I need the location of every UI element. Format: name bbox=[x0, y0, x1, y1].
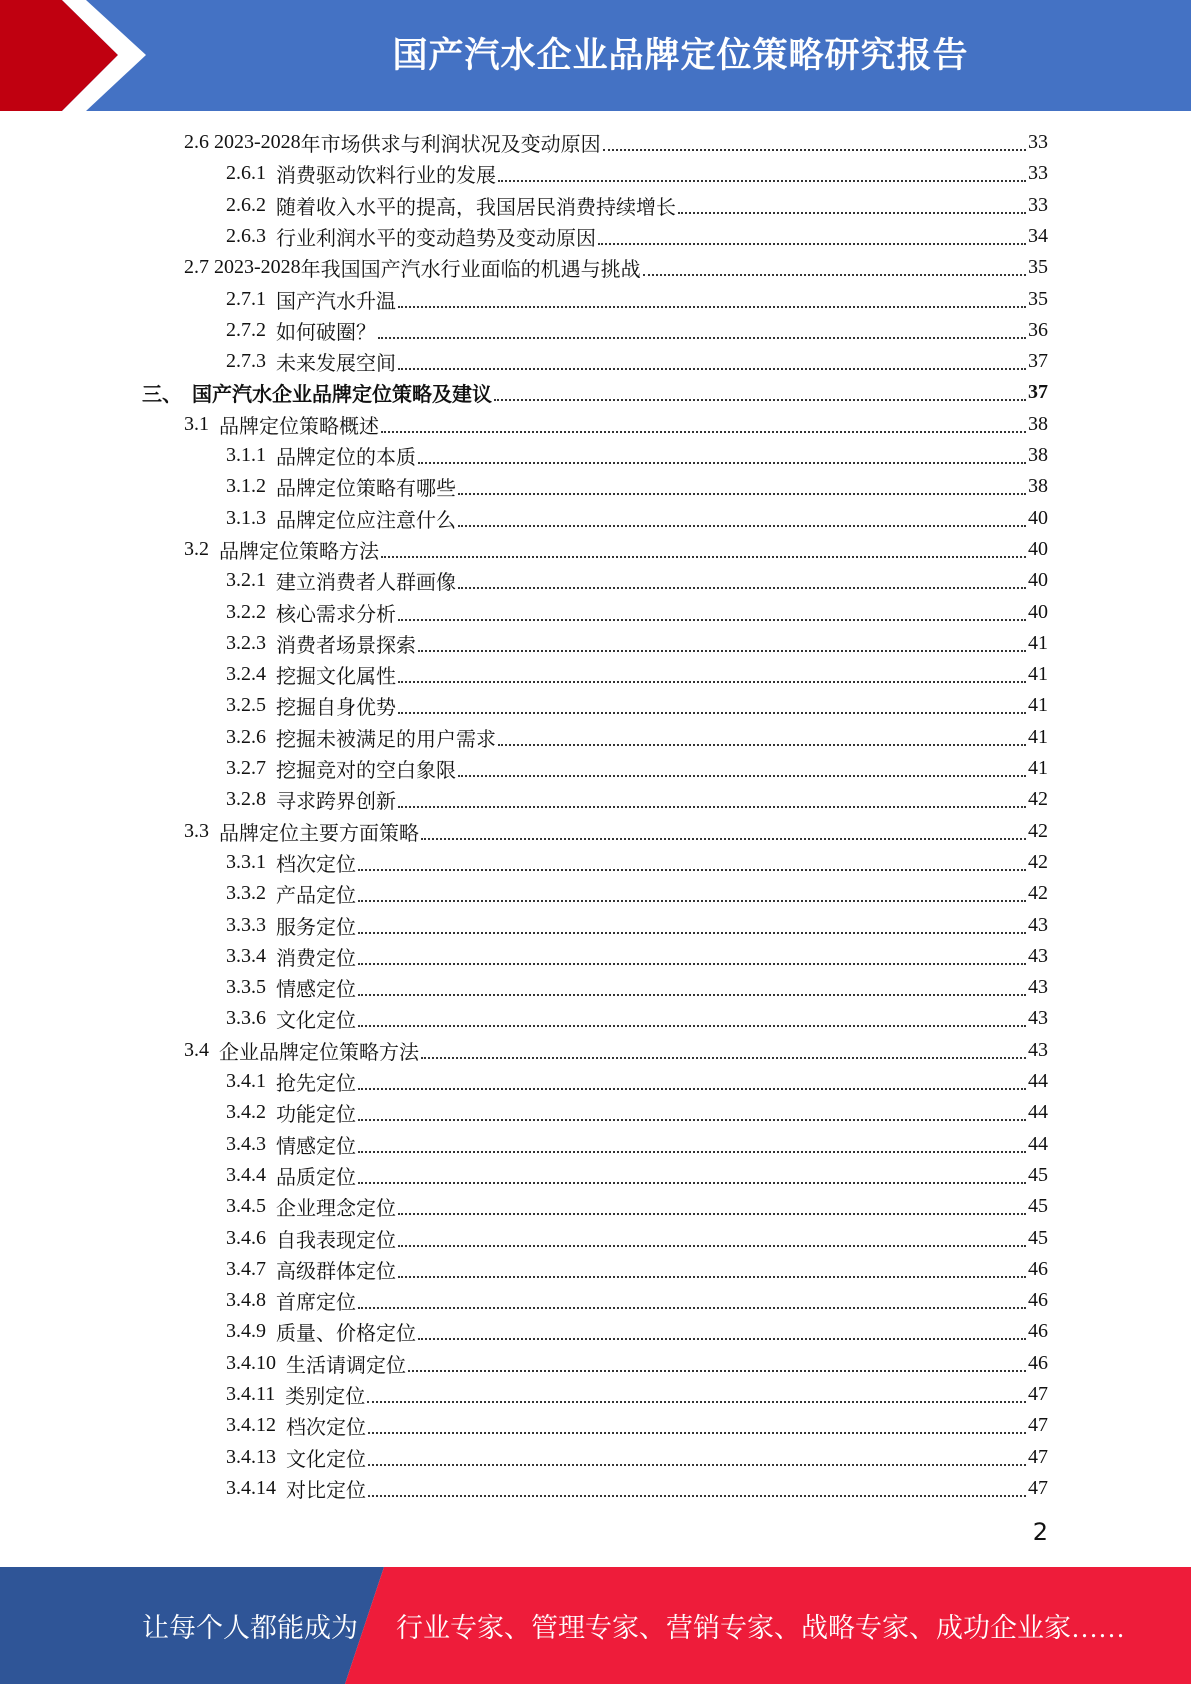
toc-entry[interactable] bbox=[226, 440, 1048, 471]
toc-entry-title: 寻求跨界创新 bbox=[276, 791, 396, 814]
toc-dot-leader bbox=[368, 1410, 1026, 1441]
toc-entry[interactable] bbox=[226, 847, 1048, 878]
toc-entry-page: 41 bbox=[1028, 757, 1048, 779]
toc-entry[interactable] bbox=[226, 1223, 1048, 1254]
toc-entry-page: 37 bbox=[1028, 350, 1048, 373]
toc-entry[interactable] bbox=[226, 1066, 1048, 1097]
toc-entry-page: 40 bbox=[1028, 600, 1048, 623]
toc-dot-leader bbox=[494, 377, 1026, 408]
toc-entry[interactable] bbox=[226, 1160, 1048, 1191]
toc-dot-leader bbox=[398, 1223, 1026, 1254]
toc-entry-number: 3.2.7 bbox=[226, 757, 266, 779]
toc-entry[interactable] bbox=[226, 1285, 1048, 1316]
toc-entry-title: 挖掘竞对的空白象限 bbox=[276, 760, 456, 782]
toc-entry-page: 46 bbox=[1028, 1320, 1048, 1343]
toc-entry-page: 43 bbox=[1028, 1007, 1048, 1030]
toc-entry-number: 3.2 bbox=[184, 537, 209, 560]
toc-entry-page: 38 bbox=[1028, 475, 1048, 498]
toc-entry-title: 情感定位 bbox=[276, 1135, 356, 1158]
toc-entry-number: 3.2.8 bbox=[226, 788, 266, 811]
toc-entry-title: 类别定位 bbox=[285, 1386, 366, 1408]
toc-entry-number: 3.4.14 bbox=[226, 1476, 276, 1499]
toc-entry-title: 消费定位 bbox=[276, 947, 356, 970]
toc-entry-title: 挖掘文化属性 bbox=[276, 666, 396, 689]
toc-entry-page: 40 bbox=[1028, 569, 1048, 592]
toc-entry[interactable] bbox=[226, 1003, 1048, 1034]
toc-entry[interactable] bbox=[226, 690, 1048, 721]
toc-entry[interactable] bbox=[226, 941, 1048, 972]
toc-dot-leader bbox=[398, 690, 1026, 721]
toc-entry[interactable] bbox=[226, 1410, 1048, 1441]
toc-entry[interactable] bbox=[226, 565, 1048, 596]
toc-entry-page: 46 bbox=[1028, 1257, 1048, 1280]
toc-dot-leader bbox=[358, 1066, 1026, 1097]
toc-entry[interactable] bbox=[226, 315, 1048, 346]
toc-entry-title: 年我国国产汽水行业面临的机遇与挑战 bbox=[300, 259, 641, 282]
toc-entry-title: 高级群体定位 bbox=[276, 1260, 396, 1283]
toc-dot-leader bbox=[418, 628, 1026, 659]
toc-entry-title: 生活请调定位 bbox=[286, 1354, 406, 1377]
toc-entry-title: 品牌定位策略概述 bbox=[219, 415, 379, 438]
toc-dot-leader bbox=[421, 1035, 1026, 1066]
toc-dot-leader bbox=[458, 565, 1026, 596]
toc-entry-number: 3.4.3 bbox=[226, 1132, 266, 1155]
toc-entry[interactable] bbox=[226, 659, 1048, 690]
toc-entry-title: 核心需求分析 bbox=[276, 603, 396, 626]
toc-entry[interactable] bbox=[226, 158, 1048, 189]
toc-entry-page: 42 bbox=[1028, 850, 1048, 873]
toc-entry-page: 43 bbox=[1028, 944, 1048, 967]
toc-entry-title: 消费者场景探索 bbox=[276, 634, 416, 657]
toc-entry-title: 对比定位 bbox=[286, 1479, 366, 1502]
toc-entry[interactable] bbox=[226, 878, 1048, 909]
toc-entry[interactable] bbox=[226, 1473, 1048, 1504]
toc-entry[interactable] bbox=[184, 409, 1048, 440]
toc-entry-title: 品牌定位策略方法 bbox=[219, 540, 379, 563]
toc-entry[interactable] bbox=[226, 1316, 1048, 1347]
toc-entry-page: 40 bbox=[1028, 537, 1048, 560]
toc-dot-leader bbox=[367, 1379, 1026, 1410]
toc-entry[interactable] bbox=[226, 1097, 1048, 1128]
toc-entry-page: 46 bbox=[1028, 1289, 1048, 1312]
page-header bbox=[0, 0, 1191, 111]
toc-entry[interactable] bbox=[184, 534, 1048, 565]
toc-entry-page: 33 bbox=[1028, 162, 1048, 185]
toc-entry-number: 2.6.1 bbox=[226, 162, 266, 185]
toc-entry-number: 2.7.3 bbox=[226, 350, 266, 373]
toc-entry-title: 档次定位 bbox=[286, 1417, 366, 1440]
toc-entry-title: 建立消费者人群画像 bbox=[276, 572, 456, 595]
toc-entry-number: 3.2.2 bbox=[226, 600, 266, 623]
toc-entry-number: 2.7 2023-2028 bbox=[184, 256, 301, 279]
toc-dot-leader bbox=[458, 753, 1026, 784]
toc-entry-number: 3.4.4 bbox=[226, 1163, 266, 1186]
toc-entry-page: 47 bbox=[1028, 1414, 1048, 1437]
toc-dot-leader bbox=[378, 315, 1026, 346]
toc-entry-number: 3.4.9 bbox=[226, 1320, 266, 1343]
toc-entry[interactable] bbox=[226, 190, 1048, 221]
toc-entry-number: 3.4.12 bbox=[226, 1414, 276, 1437]
toc-entry-page: 43 bbox=[1028, 976, 1048, 999]
toc-entry-title: 功能定位 bbox=[276, 1104, 356, 1127]
toc-entry-title: 如何破圈？ bbox=[276, 321, 376, 344]
toc-dot-leader bbox=[358, 1003, 1026, 1034]
toc-dot-leader bbox=[381, 534, 1026, 565]
toc-entry-number: 2.7.1 bbox=[226, 287, 266, 310]
toc-entry[interactable] bbox=[226, 221, 1048, 252]
toc-entry-number: 3.4.5 bbox=[226, 1195, 266, 1218]
toc-entry-number: 3.1.3 bbox=[226, 506, 266, 529]
toc-entry-page: 47 bbox=[1028, 1476, 1048, 1499]
toc-dot-leader bbox=[398, 1191, 1026, 1222]
toc-entry-page: 42 bbox=[1028, 882, 1048, 905]
toc-entry-number: 3.4.7 bbox=[226, 1257, 266, 1280]
toc-entry-page: 37 bbox=[1028, 381, 1048, 404]
toc-entry-title: 档次定位 bbox=[276, 853, 356, 876]
toc-dot-leader bbox=[398, 784, 1026, 815]
toc-entry[interactable] bbox=[226, 722, 1048, 753]
toc-entry-page: 40 bbox=[1028, 506, 1048, 529]
toc-dot-leader bbox=[398, 597, 1026, 628]
toc-dot-leader bbox=[368, 1473, 1026, 1504]
toc-entry-page: 47 bbox=[1028, 1383, 1048, 1405]
toc-entry-page: 33 bbox=[1028, 131, 1048, 153]
toc-entry-title: 行业利润水平的变动趋势及变动原因 bbox=[276, 227, 596, 250]
toc-entry-title: 文化定位 bbox=[286, 1448, 366, 1471]
toc-entry[interactable] bbox=[226, 1129, 1048, 1160]
toc-entry-title: 品牌定位的本质 bbox=[276, 447, 416, 469]
toc-dot-leader bbox=[408, 1348, 1026, 1379]
toc-entry-title: 情感定位 bbox=[276, 979, 356, 1002]
toc-entry[interactable] bbox=[226, 503, 1048, 534]
toc-entry-title: 随着收入水平的提高，我国居民消费持续增长 bbox=[276, 196, 676, 219]
toc-dot-leader bbox=[358, 878, 1026, 909]
toc-entry-number: 3.4.10 bbox=[226, 1351, 276, 1374]
toc-entry-number: 2.6.3 bbox=[226, 224, 266, 247]
toc-entry-page: 44 bbox=[1028, 1070, 1048, 1092]
toc-entry-title: 挖掘未被满足的用户需求 bbox=[276, 728, 496, 751]
toc-dot-leader bbox=[678, 190, 1026, 221]
toc-entry-title: 服务定位 bbox=[276, 916, 356, 939]
toc-entry-number: 3.2.6 bbox=[226, 725, 266, 748]
toc-entry-page: 47 bbox=[1028, 1445, 1048, 1468]
toc-dot-leader bbox=[358, 941, 1026, 972]
toc-entry-number: 3.1.1 bbox=[226, 444, 266, 466]
toc-entry-page: 44 bbox=[1028, 1101, 1048, 1124]
toc-entry-title: 首席定位 bbox=[276, 1292, 356, 1315]
toc-entry[interactable] bbox=[226, 784, 1048, 815]
toc-entry[interactable] bbox=[226, 284, 1048, 315]
toc-entry-page: 41 bbox=[1028, 694, 1048, 717]
toc-entry-number: 3.3.4 bbox=[226, 944, 266, 967]
toc-dot-leader bbox=[398, 346, 1026, 377]
toc-dot-leader bbox=[398, 659, 1026, 690]
toc-entry-page: 34 bbox=[1028, 224, 1048, 247]
toc-entry-number: 3.4.8 bbox=[226, 1289, 266, 1312]
toc-dot-leader bbox=[421, 816, 1026, 847]
toc-entry[interactable] bbox=[226, 471, 1048, 502]
toc-entry-title: 产品定位 bbox=[276, 885, 356, 908]
toc-entry-title: 质量、价格定位 bbox=[276, 1323, 416, 1346]
toc-entry-title: 品牌定位应注意什么 bbox=[276, 509, 456, 532]
toc-entry-page: 41 bbox=[1028, 663, 1048, 686]
toc-entry[interactable] bbox=[184, 252, 1048, 283]
page-number: 2 bbox=[1032, 1518, 1048, 1546]
toc-entry-number: 3.4.13 bbox=[226, 1445, 276, 1468]
toc-entry-number: 3.2.4 bbox=[226, 663, 266, 686]
toc-entry-page: 42 bbox=[1028, 788, 1048, 811]
toc-entry-page: 36 bbox=[1028, 318, 1048, 341]
toc-entry[interactable] bbox=[226, 753, 1048, 784]
toc-entry[interactable] bbox=[226, 597, 1048, 628]
toc-dot-leader bbox=[358, 1129, 1026, 1160]
toc-entry-page: 43 bbox=[1028, 913, 1048, 936]
toc-dot-leader bbox=[418, 1316, 1026, 1347]
toc-dot-leader bbox=[498, 158, 1026, 189]
toc-entry[interactable] bbox=[184, 1035, 1048, 1066]
toc-entry-title: 文化定位 bbox=[276, 1010, 356, 1033]
toc-entry-page: 33 bbox=[1028, 193, 1048, 216]
toc-dot-leader bbox=[603, 127, 1026, 158]
toc-entry-title: 国产汽水升温 bbox=[276, 290, 396, 313]
toc-entry-page: 42 bbox=[1028, 819, 1048, 842]
toc-entry-page: 41 bbox=[1028, 725, 1048, 748]
toc-entry-page: 38 bbox=[1028, 444, 1048, 466]
toc-entry-number: 3.4 bbox=[184, 1038, 209, 1061]
page-footer bbox=[0, 1567, 1191, 1684]
toc-entry-number: 3.3.1 bbox=[226, 850, 266, 873]
toc-entry-title: 挖掘自身优势 bbox=[276, 697, 396, 720]
toc-entry[interactable] bbox=[226, 1379, 1048, 1410]
toc-entry-page: 46 bbox=[1028, 1351, 1048, 1374]
toc-entry-number: 3.4.6 bbox=[226, 1226, 266, 1249]
footer-slogan-right: 行业专家、管理专家、营销专家、战略专家、成功企业家…… bbox=[396, 1613, 1125, 1643]
toc-entry-number: 3.2.1 bbox=[226, 569, 266, 592]
toc-entry[interactable] bbox=[184, 127, 1048, 158]
toc-entry[interactable] bbox=[226, 346, 1048, 377]
report-title: 国产汽水企业品牌定位策略研究报告 bbox=[392, 36, 969, 76]
toc-dot-leader bbox=[368, 1442, 1026, 1473]
toc-entry-page: 45 bbox=[1028, 1195, 1048, 1218]
toc-entry-number: 3.3.6 bbox=[226, 1007, 266, 1030]
toc-entry-number: 3.4.1 bbox=[226, 1070, 266, 1092]
toc-entry-number: 2.7.2 bbox=[226, 318, 266, 341]
toc-entry-number: 3.4.2 bbox=[226, 1101, 266, 1124]
toc-entry-title: 品质定位 bbox=[276, 1166, 356, 1189]
toc-dot-leader bbox=[358, 1097, 1026, 1128]
toc-entry-page: 41 bbox=[1028, 631, 1048, 654]
toc-entry-title: 品牌定位主要方面策略 bbox=[219, 822, 419, 845]
toc-entry-title: 国产汽水企业品牌定位策略及建议 bbox=[192, 384, 492, 407]
toc-entry-title: 品牌定位策略有哪些 bbox=[276, 478, 456, 501]
toc-entry-page: 38 bbox=[1028, 412, 1048, 435]
toc-dot-leader bbox=[358, 972, 1026, 1003]
toc-entry-number: 3.3.3 bbox=[226, 913, 266, 936]
toc-entry-number: 2.6.2 bbox=[226, 193, 266, 216]
toc-dot-leader bbox=[381, 409, 1026, 440]
toc-dot-leader bbox=[598, 221, 1026, 252]
toc-entry-number: 3.3 bbox=[184, 819, 209, 842]
toc-entry-title: 企业品牌定位策略方法 bbox=[219, 1041, 419, 1064]
toc-entry[interactable] bbox=[226, 628, 1048, 659]
toc-entry[interactable] bbox=[226, 1348, 1048, 1379]
toc-entry-number: 3.2.5 bbox=[226, 694, 266, 717]
toc-entry-title: 企业理念定位 bbox=[276, 1198, 396, 1221]
toc-entry[interactable] bbox=[226, 972, 1048, 1003]
toc-dot-leader bbox=[418, 440, 1026, 471]
toc-entry[interactable] bbox=[226, 1442, 1048, 1473]
toc-entry-title: 消费驱动饮料行业的发展 bbox=[276, 165, 496, 188]
toc-entry[interactable] bbox=[226, 910, 1048, 941]
toc-dot-leader bbox=[458, 503, 1026, 534]
toc-entry-title: 抢先定位 bbox=[276, 1073, 356, 1095]
toc-dot-leader bbox=[358, 847, 1026, 878]
toc-entry[interactable] bbox=[184, 816, 1048, 847]
toc-dot-leader bbox=[643, 252, 1026, 283]
toc-entry-title: 未来发展空间 bbox=[276, 353, 396, 376]
toc-dot-leader bbox=[358, 1160, 1026, 1191]
toc-dot-leader bbox=[458, 471, 1026, 502]
footer-slogan-left: 让每个人都能成为 bbox=[142, 1613, 358, 1643]
toc-entry-title: 自我表现定位 bbox=[276, 1229, 396, 1252]
toc-entry-number: 3.2.3 bbox=[226, 631, 266, 654]
toc-dot-leader bbox=[498, 722, 1026, 753]
toc-entry-page: 44 bbox=[1028, 1132, 1048, 1155]
toc-dot-leader bbox=[398, 1254, 1026, 1285]
toc-entry-page: 45 bbox=[1028, 1226, 1048, 1249]
toc-entry-number: 3.1 bbox=[184, 412, 209, 435]
toc-dot-leader bbox=[358, 910, 1026, 941]
toc-entry-number: 2.6 2023-2028 bbox=[184, 131, 301, 153]
toc-entry-number: 3.3.2 bbox=[226, 882, 266, 905]
toc-entry[interactable] bbox=[226, 1254, 1048, 1285]
toc-entry-number: 3.1.2 bbox=[226, 475, 266, 498]
toc-entry-number: 三、 bbox=[142, 384, 182, 407]
toc-entry-title: 年市场供求与利润状况及变动原因 bbox=[300, 134, 601, 156]
toc-dot-leader bbox=[398, 284, 1026, 315]
toc-entry-number: 3.4.11 bbox=[226, 1383, 276, 1405]
toc-dot-leader bbox=[358, 1285, 1026, 1316]
toc-entry-page: 43 bbox=[1028, 1038, 1048, 1061]
toc-entry[interactable] bbox=[226, 1191, 1048, 1222]
toc-entry-page: 45 bbox=[1028, 1163, 1048, 1186]
toc-entry-number: 3.3.5 bbox=[226, 976, 266, 999]
toc-entry-page: 35 bbox=[1028, 256, 1048, 279]
toc-entry[interactable] bbox=[142, 377, 1048, 408]
toc-entry-page: 35 bbox=[1028, 287, 1048, 310]
